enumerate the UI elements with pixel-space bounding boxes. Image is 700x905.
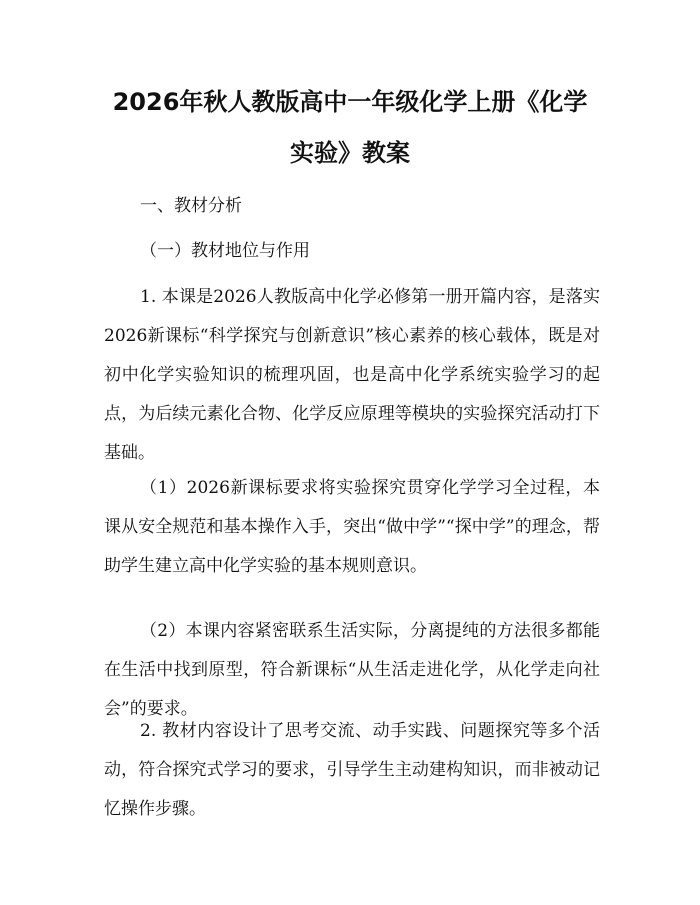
paragraph-4: 2. 教材内容设计了思考交流、动手实践、问题探究等多个活动，符合探究式学习的要求，引导学生主动建构知识，而非被动记忆操作步骤。 [104, 721, 600, 819]
paragraph-3: （2）本课内容紧密联系生活实际，分离提纯的方法很多都能在生活中找到原型，符合新课标“从生活走进化学，从化学走向社会”的要求。 [104, 621, 600, 719]
document-title-line-2: 实验》教案 [290, 139, 410, 167]
subsection-heading: （一）教材地位与作用 [140, 241, 310, 261]
paragraph-1: 1. 本课是2026人教版高中化学必修第一册开篇内容，是落实2026新课标“科学探究与创新意识”核心素养的核心载体，既是对初中化学实验知识的梳理巩固，也是高中化学系统实验学习的起点，为后续元素化合物、化学反应原理等模块的实验探究活动打下基础。 [104, 287, 600, 463]
paragraph-2: （1）2026新课标要求将实验探究贯穿化学学习全过程，本课从安全规范和基本操作入手，突出“做中学”“探中学”的理念，帮助学生建立高中化学实验的基本规则意识。 [104, 478, 600, 576]
section-heading: 一、教材分析 [140, 196, 242, 216]
document-title-line-1: 2026年秋人教版高中一年级化学上册《化学 [112, 88, 588, 116]
